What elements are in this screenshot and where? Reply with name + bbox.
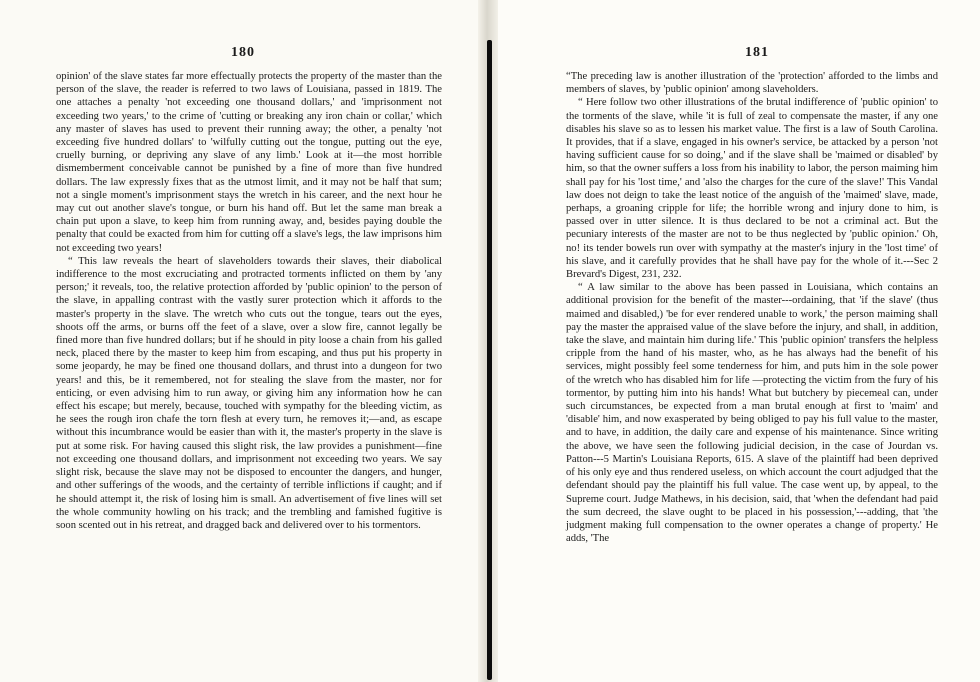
left-paragraph: opinion' of the slave states far more effectually protects the property of the master than the person of the slave, the reader is referred to two laws of Louisiana, passed in 1819. The one attaches a penalty 'not exceeding one thousand dollars,' and 'imprisonment not exceeding two years,' to the crime of 'cutting or breaking any iron chain or collar,' which any master of slaves has used to prevent their running away; the other, a penalty 'not exceeding five hundred dollars' to 'wilfully cutting out the tongue, putting out the eye, cruelly burning, or depriving any slave of any limb.' Look at it—the most horrible dismemberment conceivable cannot be punished by a fine of more than five hundred dollars. The law expressly fixes that as the utmost limit, and it may not be half that sum; not a single moment's imprisonment stays the wretch in his career, and the next hour he may cut out another slave's tongue, or burn his hand off. But let the same man break a chain put upon a slave, to keep him from running away, and, besides paying double the penalty that could be exacted from him for cutting off a slave's legs, the law imprisons him not exceeding two years! <box>56 71 442 254</box>
right-page <box>498 0 980 682</box>
right-paragraph: “ A law similar to the above has been passed in Louisiana, which contains an additional provision for the benefit of the master---ordaining, that 'if the slave' (thus maimed and disabled,) 'be for ever rendered unable to work,' the person maiming shall pay the master the appraised value of the slave before the injury, and shall, in addition, take the slave, and maintain him during life.' This 'public opinion' transfers the helpless cripple from the hand of his master, who, as he has always had the benefit of his services, might possibly feel some tenderness for him, and puts him in the sole power of the wretch who has disabled him for life —protecting the victim from the fury of his tormentor, by putting him into his hands! What but butchery by piecemeal can, under such circumstances, be expected from a man brutal enough at first to 'maim' and 'disable' him, and now exasperated by being obliged to pay his full value to the master, and to have, in addition, the daily care and expense of his maintenance. Since writing the above, we have seen the following judicial decision, in the case of Jourdan vs. Patton---5 Martin's Louisiana Reports, 615. A slave of the plaintiff had been deprived of his only eye and thus rendered useless, on which account the court adjudged that the defendant should pay the plaintiff his full value. The case went up, by appeal, to the Supreme court. Judge Mathews, in his decision, said, that 'when the defendant had paid the sum decreed, the slave ought to be placed in his possession,'---adding, that 'the judgment making full compensation to the owner operates a change of property.' He adds, 'The <box>566 282 938 545</box>
binding-shadow <box>487 40 492 680</box>
left-page-number: 180 <box>231 45 255 60</box>
left-page-body <box>56 70 442 532</box>
left-paragraph: “ This law reveals the heart of slaveholders towards their slaves, their diabolical indifference to the most excruciating and protracted torments inflicted on them by 'any person;' it reveals, too, the relative protection afforded by 'public opinion' to the person of the slave, in appalling contrast with the vastly surer protection which it affords to the master's property in the slave. The wretch who cuts out the tongue, tears out the eyes, shoots off the arms, or burns off the feet of a slave, over a slow fire, cannot legally be fined more than five hundred dollars; but if he should in pity loose a chain from his galled neck, placed there by the master to keep him from escaping, and thus put his property in some jeopardy, he may be fined one thousand dollars, and thrust into a dungeon for two years! and this, be it remembered, not for stealing the slave from the master, nor for enticing, or even advising him to run away, or giving him any information how he can effect his escape; but merely, because, touched with sympathy for the bleeding victim, as he sees the rough iron chafe the torn flesh at every turn, he removes it;—and, as escape without this incumbrance would be easier than with it, the master's property in the slave is put at some risk. For having caused this slight risk, the law provides a punishment—fine not exceeding one thousand dollars, and imprisonment not exceeding two years. We say slight risk, because the slave may not be disposed to encounter the dangers, and hunger, and other sufferings of the woods, and the certainty of terrible inflictions if caught; and if he should attempt it, the risk of losing him is small. An advertisement of five lines will set the whole community howling on his track; and the trembling and famished fugitive is soon scented out in his retreat, and dragged back and delivered over to his tormentors. <box>56 255 442 531</box>
right-page-number: 181 <box>745 45 769 60</box>
right-paragraph: “ Here follow two other illustrations of the brutal indifference of 'public opinion' to the torments of the slave, while 'it is full of zeal to compensate the master, if any one disables his slave so as to lessen his market value. The first is a law of South Carolina. It provides, that if a slave, engaged in his owner's service, be attacked by a person 'not having sufficient cause for so doing,' and if the slave shall be 'maimed or disabled' by him, so that the owner suffers a loss from his inability to labor, the person maiming him shall pay for his 'lost time,' and 'also the charges for the cure of the slave!' This Vandal law does not deign to take the least notice of the anguish of the 'maimed' slave, made, perhaps, a groaning cripple for life; the horrible wrong and injury done to him, is passed over in utter silence. It is thus declared to be not a criminal act. But the pecuniary interests of the master are not to be thus neglected by 'public opinion.' Oh, no! its tender bowels run over with sympathy at the master's injury in the 'lost time' of his slave, and it carefully provides that he shall have pay for the whole of it.---Sec 2 Brevard's Digest, 231, 232. <box>566 97 938 281</box>
right-page-body <box>566 70 938 545</box>
right-paragraph: “The preceding law is another illustration of the 'protection' afforded to the limbs and members of slaves, by 'public opinion' among slaveholders. <box>566 71 938 96</box>
left-page <box>0 0 478 682</box>
